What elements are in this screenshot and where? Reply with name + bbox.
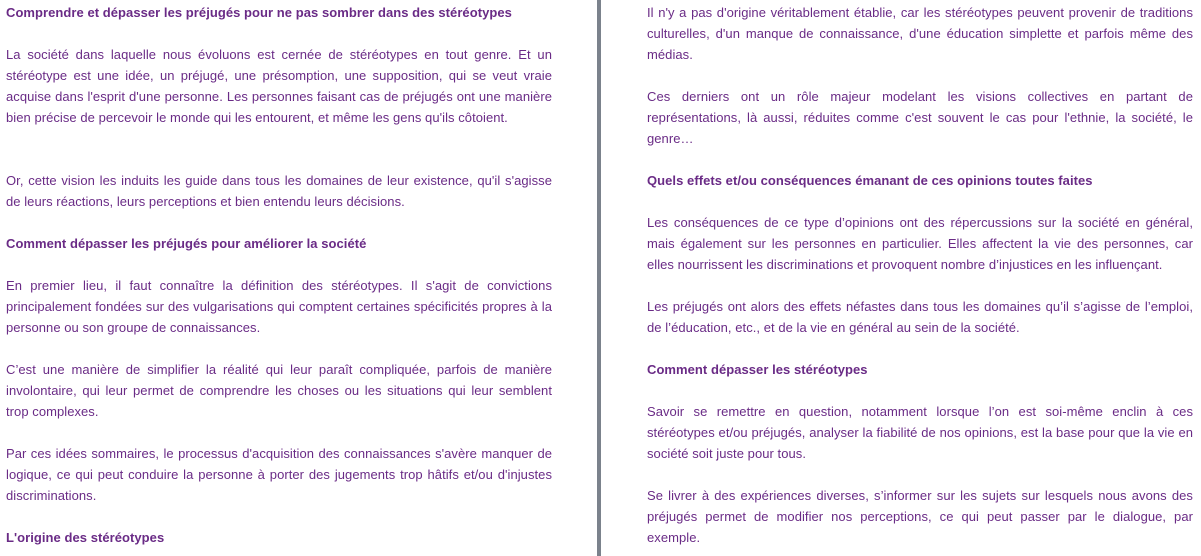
- paragraph: Les conséquences de ce type d’opinions ont des répercussions sur la société en général, mais également sur les personnes en particulier. Elles affectent la vie des personnes, car elles nourrissent les discriminations et provoquent nombre d’injustices en les influençant.: [647, 215, 1193, 272]
- left-column: [6, 0, 552, 556]
- section-heading: Comprendre et dépasser les préjugés pour ne pas sombrer dans des stéréotypes: [6, 5, 512, 20]
- section-heading: L'origine des stéréotypes: [6, 530, 165, 545]
- section-heading: Comment dépasser les stéréotypes: [647, 362, 868, 377]
- paragraph: C’est une manière de simplifier la réalité qui leur paraît compliquée, parfois de manière involontaire, qui leur permet de comprendre les choses ou les situations qui leur semblent trop complexes.: [6, 362, 552, 419]
- paragraph: Se livrer à des expériences diverses, s’informer sur les sujets sur lesquels nous avons des préjugés permet de modifier nos perceptions, ce qui peut passer par le dialogue, par exemple.: [647, 488, 1193, 545]
- paragraph: La société dans laquelle nous évoluons est cernée de stéréotypes en tout genre. Et un stéréotype est une idée, un préjugé, une présomption, une supposition, qui se veut vraie acquise dans l'esprit d'une personne. Les personnes faisant cas de préjugés ont une manière bien précise de percevoir le monde qui les entourent, et même les gens qu'ils côtoient.: [6, 47, 552, 125]
- paragraph: Les préjugés ont alors des effets néfastes dans tous les domaines qu’il s’agisse de l’emploi, de l’éducation, etc., et de la vie en général au sein de la société.: [647, 299, 1193, 335]
- column-divider: [597, 0, 601, 556]
- paragraph: En premier lieu, il faut connaître la définition des stéréotypes. Il s'agit de convictions principalement fondées sur des vulgarisations qui comptent certaines spécificités propres à la personne ou son groupe de connaissances.: [6, 278, 552, 335]
- right-column: [647, 0, 1193, 556]
- paragraph: Il n'y a pas d'origine véritablement établie, car les stéréotypes peuvent provenir de traditions culturelles, d'un manque de connaissance, d'une éducation simplette et parfois même des médias.: [647, 5, 1193, 62]
- paragraph: Par ces idées sommaires, le processus d'acquisition des connaissances s'avère manquer de logique, ce qui peut conduire la personne à porter des jugements trop hâtifs et/ou d'injustes discriminations.: [6, 446, 552, 503]
- paragraph: Or, cette vision les induits les guide dans tous les domaines de leur existence, qu'il s'agisse de leurs réactions, leurs perceptions et bien entendu leurs décisions.: [6, 173, 552, 209]
- paragraph: Savoir se remettre en question, notamment lorsque l’on est soi-même enclin à ces stéréotypes et/ou préjugés, analyser la fiabilité de nos opinions, est la base pour que la vie en société soit juste pour tous.: [647, 404, 1193, 461]
- paragraph: Ces derniers ont un rôle majeur modelant les visions collectives en partant de représentations, là aussi, réduites comme c'est souvent le cas pour l'ethnie, la société, le genre…: [647, 89, 1193, 146]
- section-heading: Comment dépasser les préjugés pour améliorer la société: [6, 236, 367, 251]
- section-heading: Quels effets et/ou conséquences émanant de ces opinions toutes faites: [647, 173, 1093, 188]
